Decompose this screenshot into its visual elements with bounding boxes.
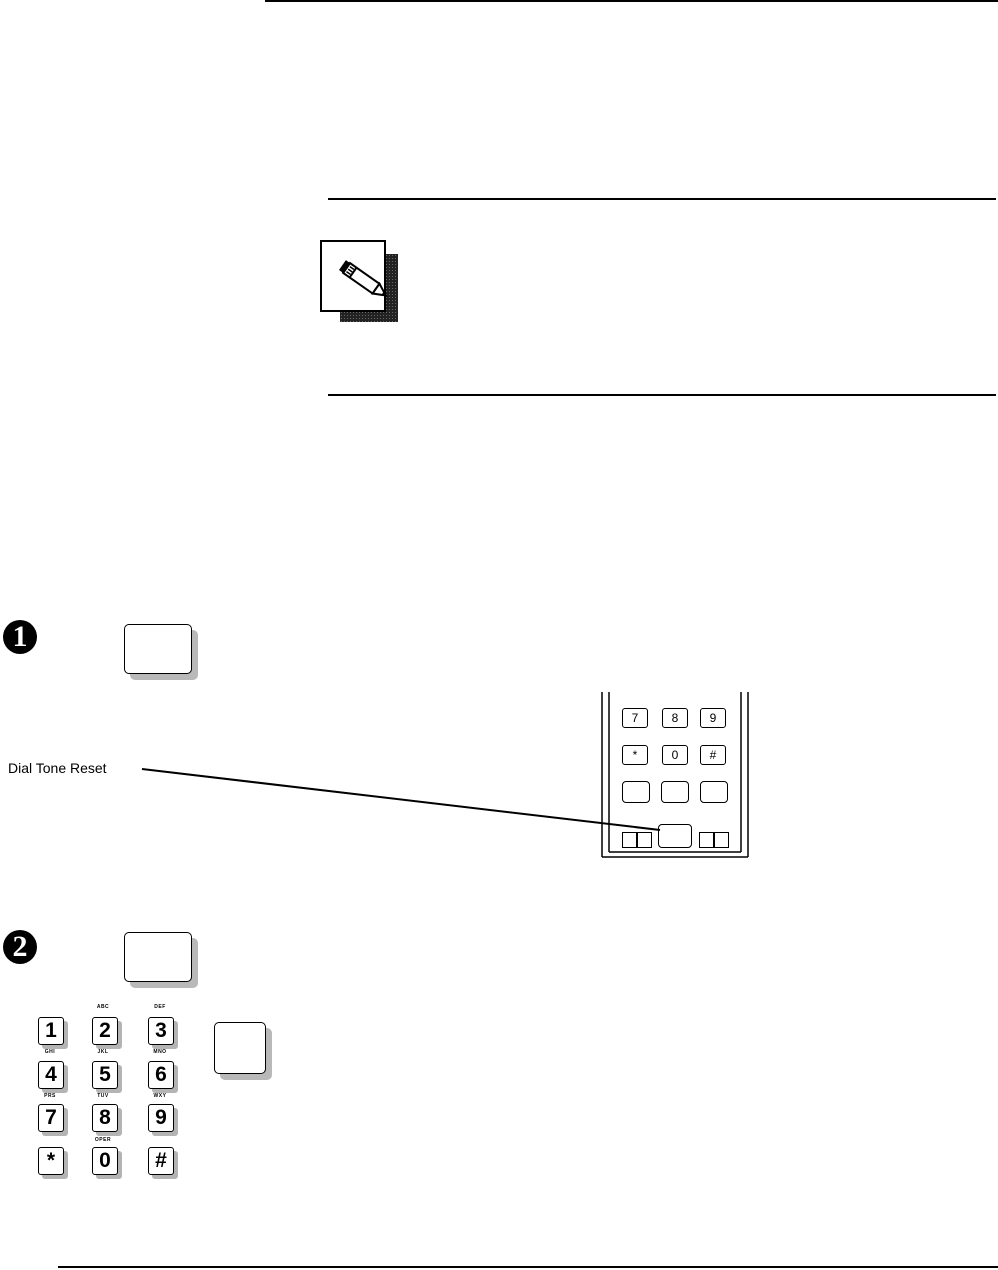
step-2-button[interactable] xyxy=(124,932,192,982)
note-top-rule xyxy=(328,198,996,200)
panel-key-star[interactable]: * xyxy=(622,745,648,765)
step-2-number: 2 xyxy=(3,930,37,964)
keypad-letters-5: JKL xyxy=(97,1049,109,1055)
keypad-key-3[interactable]: 3 xyxy=(148,1017,174,1045)
keypad-letters-2: ABC xyxy=(96,1004,110,1010)
keypad-letters-0: OPER xyxy=(94,1137,112,1143)
keypad-key-9[interactable]: 9 xyxy=(148,1104,174,1132)
panel-split-key-right[interactable] xyxy=(699,832,729,848)
keypad-key-6[interactable]: 6 xyxy=(148,1061,174,1089)
top-rule xyxy=(265,0,998,2)
callout-leader-line xyxy=(140,764,670,834)
dial-keypad xyxy=(30,1005,200,1185)
keypad-key-hash[interactable]: # xyxy=(148,1147,174,1175)
keypad-letters-3: DEF xyxy=(154,1004,166,1010)
step-1-number: 1 xyxy=(3,620,37,654)
keypad-key-8[interactable]: 8 xyxy=(92,1104,118,1132)
keypad-letters-4: GHI xyxy=(44,1049,56,1055)
panel-split-key-left[interactable] xyxy=(622,832,652,848)
pencil-note-icon xyxy=(320,240,400,324)
keypad-key-4[interactable]: 4 xyxy=(38,1061,64,1089)
keypad-letters-9: WXY xyxy=(153,1093,167,1099)
panel-key-hash[interactable]: # xyxy=(700,745,726,765)
keypad-key-1[interactable]: 1 xyxy=(38,1017,64,1045)
keypad-key-0[interactable]: 0 xyxy=(92,1147,118,1175)
keypad-key-2[interactable]: 2 xyxy=(92,1017,118,1045)
panel-key-0[interactable]: 0 xyxy=(662,745,688,765)
keypad-key-star[interactable]: * xyxy=(38,1147,64,1175)
keypad-key-7[interactable]: 7 xyxy=(38,1104,64,1132)
bottom-rule xyxy=(58,1266,998,1268)
note-bottom-rule xyxy=(328,394,996,396)
keypad-side-button[interactable] xyxy=(214,1022,266,1074)
keypad-letters-7: PRS xyxy=(44,1093,56,1099)
panel-blank-key-3[interactable] xyxy=(700,781,728,803)
panel-key-8[interactable]: 8 xyxy=(662,708,688,728)
panel-key-9[interactable]: 9 xyxy=(700,708,726,728)
dial-tone-reset-label: Dial Tone Reset xyxy=(8,760,107,776)
keypad-letters-8: TUV xyxy=(97,1093,109,1099)
step-1-button[interactable] xyxy=(124,624,192,674)
panel-key-7[interactable]: 7 xyxy=(622,708,648,728)
keypad-key-5[interactable]: 5 xyxy=(92,1061,118,1089)
keypad-letters-6: MNO xyxy=(153,1049,167,1055)
